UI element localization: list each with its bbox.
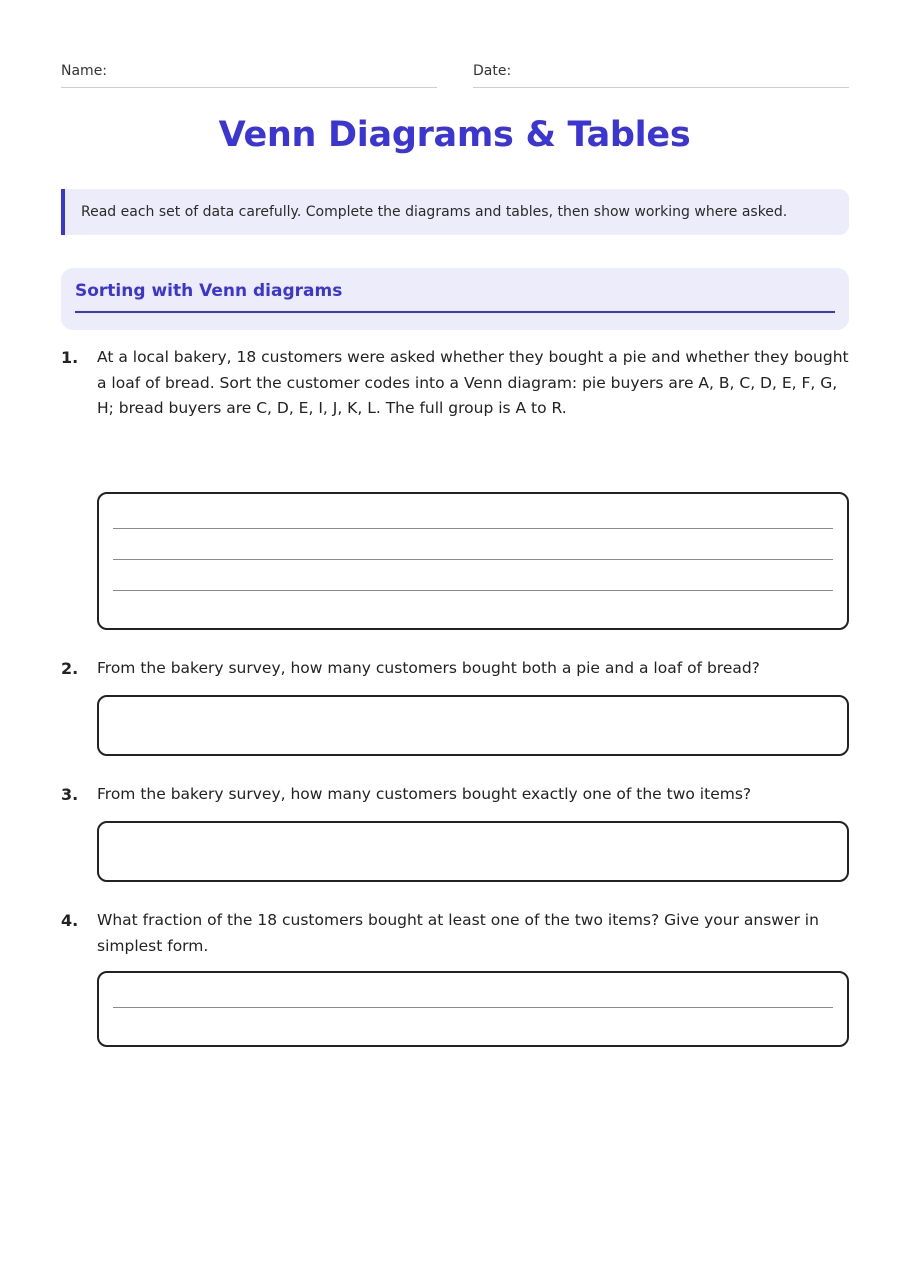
question-3-text: From the bakery survey, how many customers bought exactly one of the two items? bbox=[97, 785, 752, 803]
name-label: Name: bbox=[61, 63, 108, 79]
question-1-number: 1. bbox=[61, 348, 79, 367]
date-field[interactable] bbox=[473, 62, 849, 88]
answer-line bbox=[113, 1007, 833, 1008]
header-fields bbox=[61, 62, 849, 88]
question-2-number: 2. bbox=[61, 659, 79, 678]
question-3-number: 3. bbox=[61, 785, 79, 804]
question-4-answer-box[interactable] bbox=[97, 971, 849, 1047]
section-header bbox=[61, 268, 849, 330]
question-4-number: 4. bbox=[61, 911, 79, 930]
question-1-answer-box[interactable] bbox=[97, 492, 849, 630]
date-label: Date: bbox=[473, 63, 512, 79]
question-4-text: What fraction of the 18 customers bought at least one of the two items? Give your answer in simplest form. bbox=[97, 911, 819, 955]
section-title: Sorting with Venn diagrams bbox=[75, 281, 343, 301]
page-title: Venn Diagrams & Tables bbox=[218, 115, 691, 155]
question-2-text: From the bakery survey, how many customers bought both a pie and a loaf of bread? bbox=[97, 659, 760, 677]
answer-line bbox=[113, 559, 833, 560]
question-3-answer-box[interactable] bbox=[97, 821, 849, 882]
answer-line bbox=[113, 528, 833, 529]
question-1-text: At a local bakery, 18 customers were asked whether they bought a pie and whether they bought a loaf of bread. Sort the customer codes into a Venn diagram: pie buyers are A, B, C, D, E, F, G, H; bread buyers are C, D, E, I, J, K, L. The full group is A to R. bbox=[97, 348, 849, 417]
section-divider bbox=[75, 311, 835, 313]
question-2-answer-box[interactable] bbox=[97, 695, 849, 756]
instructions-banner: Read each set of data carefully. Complete the diagrams and tables, then show working where asked. bbox=[61, 189, 849, 235]
name-field[interactable] bbox=[61, 62, 437, 88]
answer-line bbox=[113, 590, 833, 591]
